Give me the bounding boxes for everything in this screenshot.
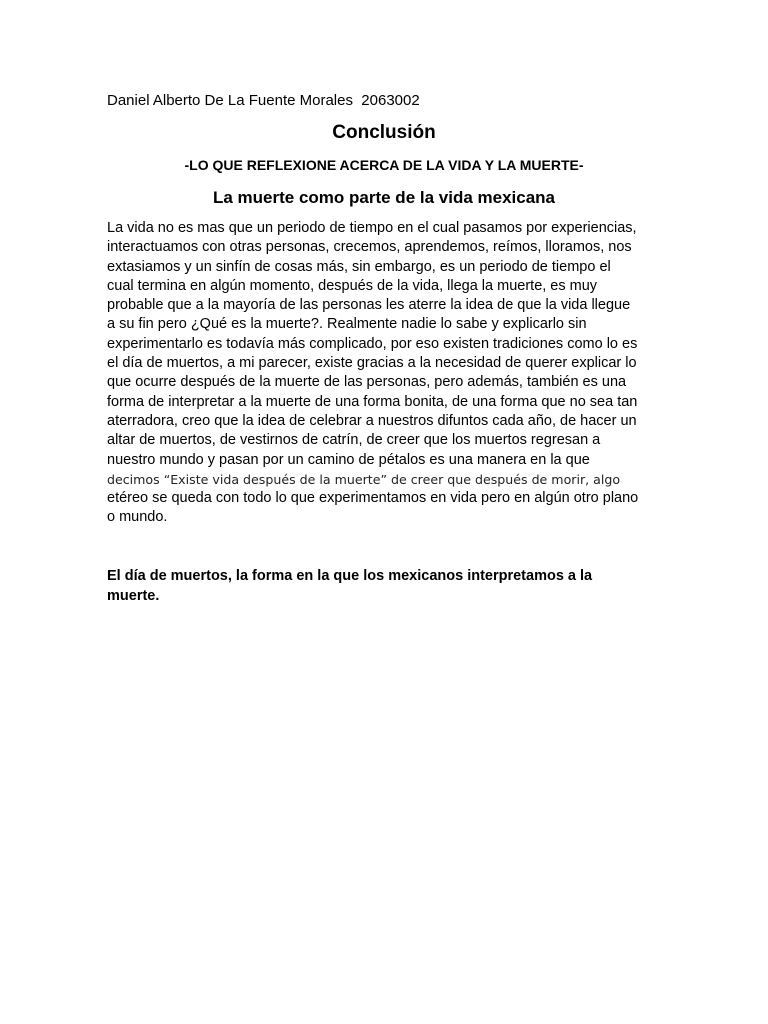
closing-line: El día de muertos, la forma en la que los mexicanos interpretamos a la: [107, 568, 593, 584]
paragraph-line: decimos “Existe vida después de la muerte” de creer que después de morir, algo: [107, 471, 621, 487]
paragraph-line: nuestro mundo y pasan por un camino de pétalos es una manera en la que: [107, 451, 590, 468]
document-title: Conclusión: [332, 122, 436, 143]
author-line: Daniel Alberto De La Fuente Morales 2063002: [107, 92, 420, 109]
paragraph-line: probable que a la mayoría de las personas les aterre la idea de que la vida llegue: [107, 297, 631, 314]
section-heading: La muerte como parte de la vida mexicana: [212, 188, 556, 207]
document-subtitle: -LO QUE REFLEXIONE ACERCA DE LA VIDA Y LA MUERTE-: [184, 157, 584, 173]
paragraph-line: experimentarlo es todavía más complicado, por eso existen tradiciones como lo es: [107, 335, 638, 352]
paragraph-line: cual termina en algún momento, después de la vida, llega la muerte, es muy: [107, 277, 598, 294]
paragraph-line: La vida no es mas que un periodo de tiempo en el cual pasamos por experiencias,: [107, 220, 637, 236]
paragraph-line: etéreo se queda con todo lo que experimentamos en vida pero en algún otro plano: [107, 490, 639, 507]
paragraph-line: extasiamos y un sinfín de cosas más, sin embargo, es un periodo de tiempo el: [107, 258, 611, 275]
closing-line: muerte.: [107, 587, 160, 604]
closing-statement: [107, 567, 667, 606]
paragraph-line: el día de muertos, a mi parecer, existe gracias a la necesidad de querer explicar lo: [107, 355, 637, 372]
body-paragraph: [107, 219, 667, 528]
paragraph-line: a su fin pero ¿Qué es la muerte?. Realmente nadie lo sabe y explicarlo sin: [107, 316, 587, 333]
paragraph-line: interactuamos con otras personas, crecemos, aprendemos, reímos, lloramos, nos: [107, 239, 632, 256]
paragraph-line: que ocurre después de la muerte de las personas, pero además, también es una: [107, 374, 627, 391]
paragraph-line: altar de muertos, de vestirnos de catrín, de creer que los muertos regresan a: [107, 432, 601, 449]
paragraph-line: aterradora, creo que la idea de celebrar a nuestros difuntos cada año, de hacer un: [107, 412, 637, 429]
paragraph-line: o mundo.: [107, 509, 168, 526]
paragraph-line: forma de interpretar a la muerte de una forma bonita, de una forma que no sea tan: [107, 393, 638, 410]
